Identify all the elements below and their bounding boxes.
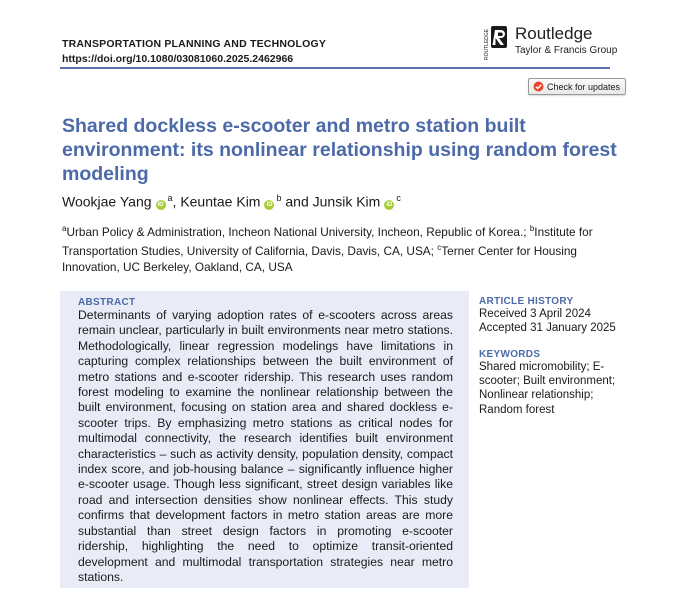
header-divider (60, 67, 610, 69)
article-history-heading: ARTICLE HISTORY (479, 296, 574, 307)
author-name[interactable]: Keuntae Kim (180, 193, 261, 210)
journal-header (62, 38, 326, 65)
update-check-icon (533, 81, 544, 92)
orcid-icon[interactable]: iD (386, 201, 393, 208)
author-separator: and (285, 193, 309, 210)
affil-text: Terner Center for Housing Innovation, UC Berkeley, Oakland, CA, USA (62, 244, 577, 274)
received-date: Received 3 April 2024 (479, 308, 591, 320)
keywords-heading: KEYWORDS (479, 349, 541, 360)
affiliations (62, 221, 622, 275)
doi-link[interactable]: https://doi.org/10.1080/03081060.2025.2462966 (62, 53, 294, 65)
affil-text: Institute for Transportation Studies, University of California, Davis, Davis, CA, USA; (62, 224, 593, 259)
orcid-icon[interactable]: iD (266, 201, 273, 208)
author-name[interactable]: Junsik Kim (312, 193, 381, 210)
abstract-heading: ABSTRACT (78, 297, 136, 308)
publisher-name: Routledge (515, 24, 593, 43)
check-for-updates-label: Check for updates (547, 81, 621, 92)
orcid-icon[interactable]: iD (157, 201, 164, 208)
article-title: Shared dockless e-scooter and metro station built environment: its nonlinear relationship using random forest modeling (62, 115, 617, 185)
author-list (62, 193, 401, 210)
check-for-updates-button[interactable] (528, 78, 626, 95)
article-history (479, 296, 616, 335)
author-affil-sup: b (276, 193, 282, 203)
routledge-logo-icon (482, 24, 509, 62)
abstract-panel (60, 291, 469, 588)
affil-text: Urban Policy & Administration, Incheon National University, Incheon, Republic of Korea.; (66, 224, 527, 239)
author-separator: , (172, 193, 177, 210)
journal-name: TRANSPORTATION PLANNING AND TECHNOLOGY (62, 38, 327, 50)
publisher-branding (482, 24, 617, 62)
keywords (479, 349, 619, 417)
affil-sup: a (62, 224, 67, 233)
publisher-logo-text: ROUTLEDGE (484, 28, 490, 60)
keywords-list: Shared micromobility; E-scooter; Built environment; Nonlinear relationship; Random forest (479, 361, 616, 416)
affil-sup: c (437, 243, 442, 253)
author-name[interactable]: Wookjae Yang (62, 193, 152, 210)
accepted-date: Accepted 31 January 2025 (479, 322, 616, 335)
publisher-subtitle: Taylor & Francis Group (515, 45, 618, 56)
abstract-body: Determinants of varying adoption rates of e-scooters across areas remain unclear, particularly in built environments near metro stations. Methodologically, linear regression modelings have limitations in capturing complex relationships between the built environment of metro stations and e-scooter ridership. This research uses random forest modeling to examine the nonlinear relationship between the built environment, focusing on station area and shared dockless e-scooter trips. By emphasizing metro stations as critical nodes for multimodal connectivity, the research identifies built environment characteristics – such as activity density, population density, compact index score, and job-housing balance – significantly influence higher e-scooter usage. Though less significant, street design variables like road and intersection densities show nonlinear effects. This study confirms that development factors in metro station areas are more substantial than street design factors in promoting e-scooter ridership, highlighting the need to optimize transit-oriented development and multimodal transportation strategies near metro stations. (78, 308, 453, 584)
author-affil-sup: c (396, 193, 401, 203)
affil-sup: b (529, 224, 535, 233)
author-affil-sup: a (167, 193, 173, 203)
